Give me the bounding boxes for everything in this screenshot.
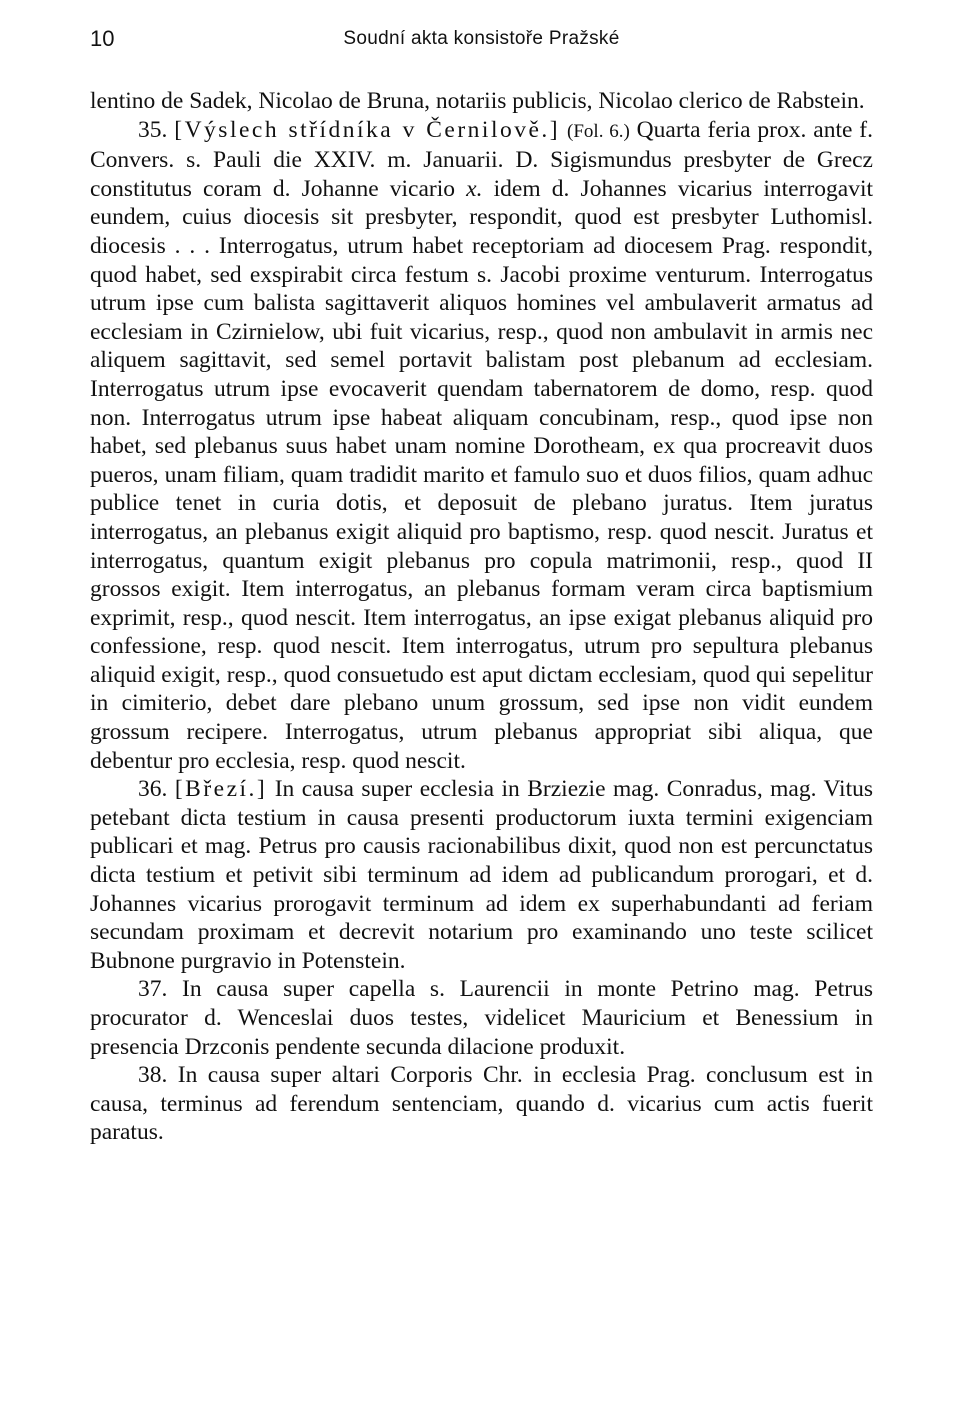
paragraph-35 bbox=[90, 116, 873, 776]
paragraph-text: lentino de Sadek, Nicolao de Bruna, notariis publicis, Nicolao clerico de Rabstein. bbox=[90, 88, 865, 114]
paragraph-38 bbox=[90, 1061, 873, 1147]
symbol-mark: x. bbox=[466, 175, 483, 202]
paragraph-37 bbox=[90, 975, 873, 1061]
entry-number: 37. bbox=[138, 976, 168, 1003]
folio-reference: (Fol. 6.) bbox=[567, 120, 630, 142]
entry-number: 35. bbox=[138, 116, 168, 143]
entry-number: 38. bbox=[138, 1062, 168, 1089]
paragraph-text: Quarta feria prox. ante f. Convers. s. Pauli die XXIV. m. Januarii. D. Sigismundus presbyter de Grecz constitutus coram d. Johanne vicario bbox=[90, 116, 873, 202]
paragraph-text: In causa super altari Corporis Chr. in ecclesia Prag. conclusum est in causa, terminus ad ferendum sentenciam, quando d. vicarius cum actis fuerit paratus. bbox=[90, 1062, 873, 1146]
entry-heading: [Březí.] bbox=[174, 776, 268, 803]
entry-heading: [Výslech střídníka v Černilově.] bbox=[174, 116, 561, 143]
paragraph-text: In causa super ecclesia in Brziezie mag. Conradus, mag. Vitus petebant dicta testium in causa presenti productorum iuxta termini exigenciam publicari et mag. Petrus pro causis racionabilibus dixit, quod non est percunctatus dicta testium et petivit sibi terminum ad idem ad publicandum prorogari, et d. Johannes vicarius prorogavit terminum ad idem ex superhabundanti ad feriam secundam proximam et decrevit notarium pro examinando uno teste scilicet Bubnone purgravio in Potenstein. bbox=[90, 776, 874, 974]
entry-number: 36. bbox=[138, 776, 168, 803]
body-text bbox=[90, 87, 873, 1147]
page-header bbox=[90, 26, 873, 56]
paragraph-36 bbox=[90, 775, 873, 975]
paragraph-text: In causa super capella s. Laurencii in monte Petrino mag. Petrus procurator d. Wenceslai duos testes, videlicet Mauricium et Benessium in presencia Drzconis pendente secunda dilacione produxit. bbox=[90, 976, 873, 1060]
paragraph-34-end bbox=[90, 87, 873, 116]
paragraph-text-continued: idem d. Johannes vicarius interrogavit eundem, cuius diocesis sit presbyter, respondit, quod est presbyter Luthomisl. diocesis . . . Interrogatus, utrum habet receptoriam ad diocesem Prag. respondit, quod habet, sed exspirabit circa festum s. Jacobi proxime venturum. Interrogatus utrum ipse cum balista sagittaverit aliquos homines vel ambulaverit armatus ad ecclesiam in Czirnielow, ubi fuit vicarius, resp., quod non ambulavit in armis nec aliquem sagittavit, sed semel portavit balistam post plebanum ad ecclesiam. Interrogatus utrum ipse evocaverit quendam tabernatorem de domo, resp. quod non. Interrogatus utrum ipse habeat aliquam concubinam, resp., quod ipse non habet, sed plebanus suus habet unam nomine Dorotheam, ex qua procreavit duos pueros, unam filiam, quam tradidit marito et famulo suo et duos filios, quam adhuc publice tenet in curia dotis, et deposuit de plebano juratus. Item juratus interrogatus, an plebanus exigit aliquid pro baptismo, resp. quod nescit. Juratus et interrogatus, quantum exigit plebanus pro copula matrimonii, resp., quod II grossos exigit. Item interrogatus, an plebanus formam veram circa baptismium exprimit, resp., quod nescit. Item interrogatus, an ipse exigat plebanus aliquid pro confessione, resp. quod nescit. Item interrogatus, utrum pro sepultura plebanus aliquid exigit, resp., quod consuetudo est aput dictam ecclesiam, quod qui sepelitur in cimiterio, debet dare plebano unum grossum, sed ipse non vidit eundem grossum recipere. Interrogatus, utrum plebanus appropriat sibi aliqua, que debentur pro ecclesia, resp. quod nescit. bbox=[90, 175, 874, 774]
page-number: 10 bbox=[90, 26, 115, 51]
running-title: Soudní akta konsistoře Pražské bbox=[343, 28, 620, 49]
